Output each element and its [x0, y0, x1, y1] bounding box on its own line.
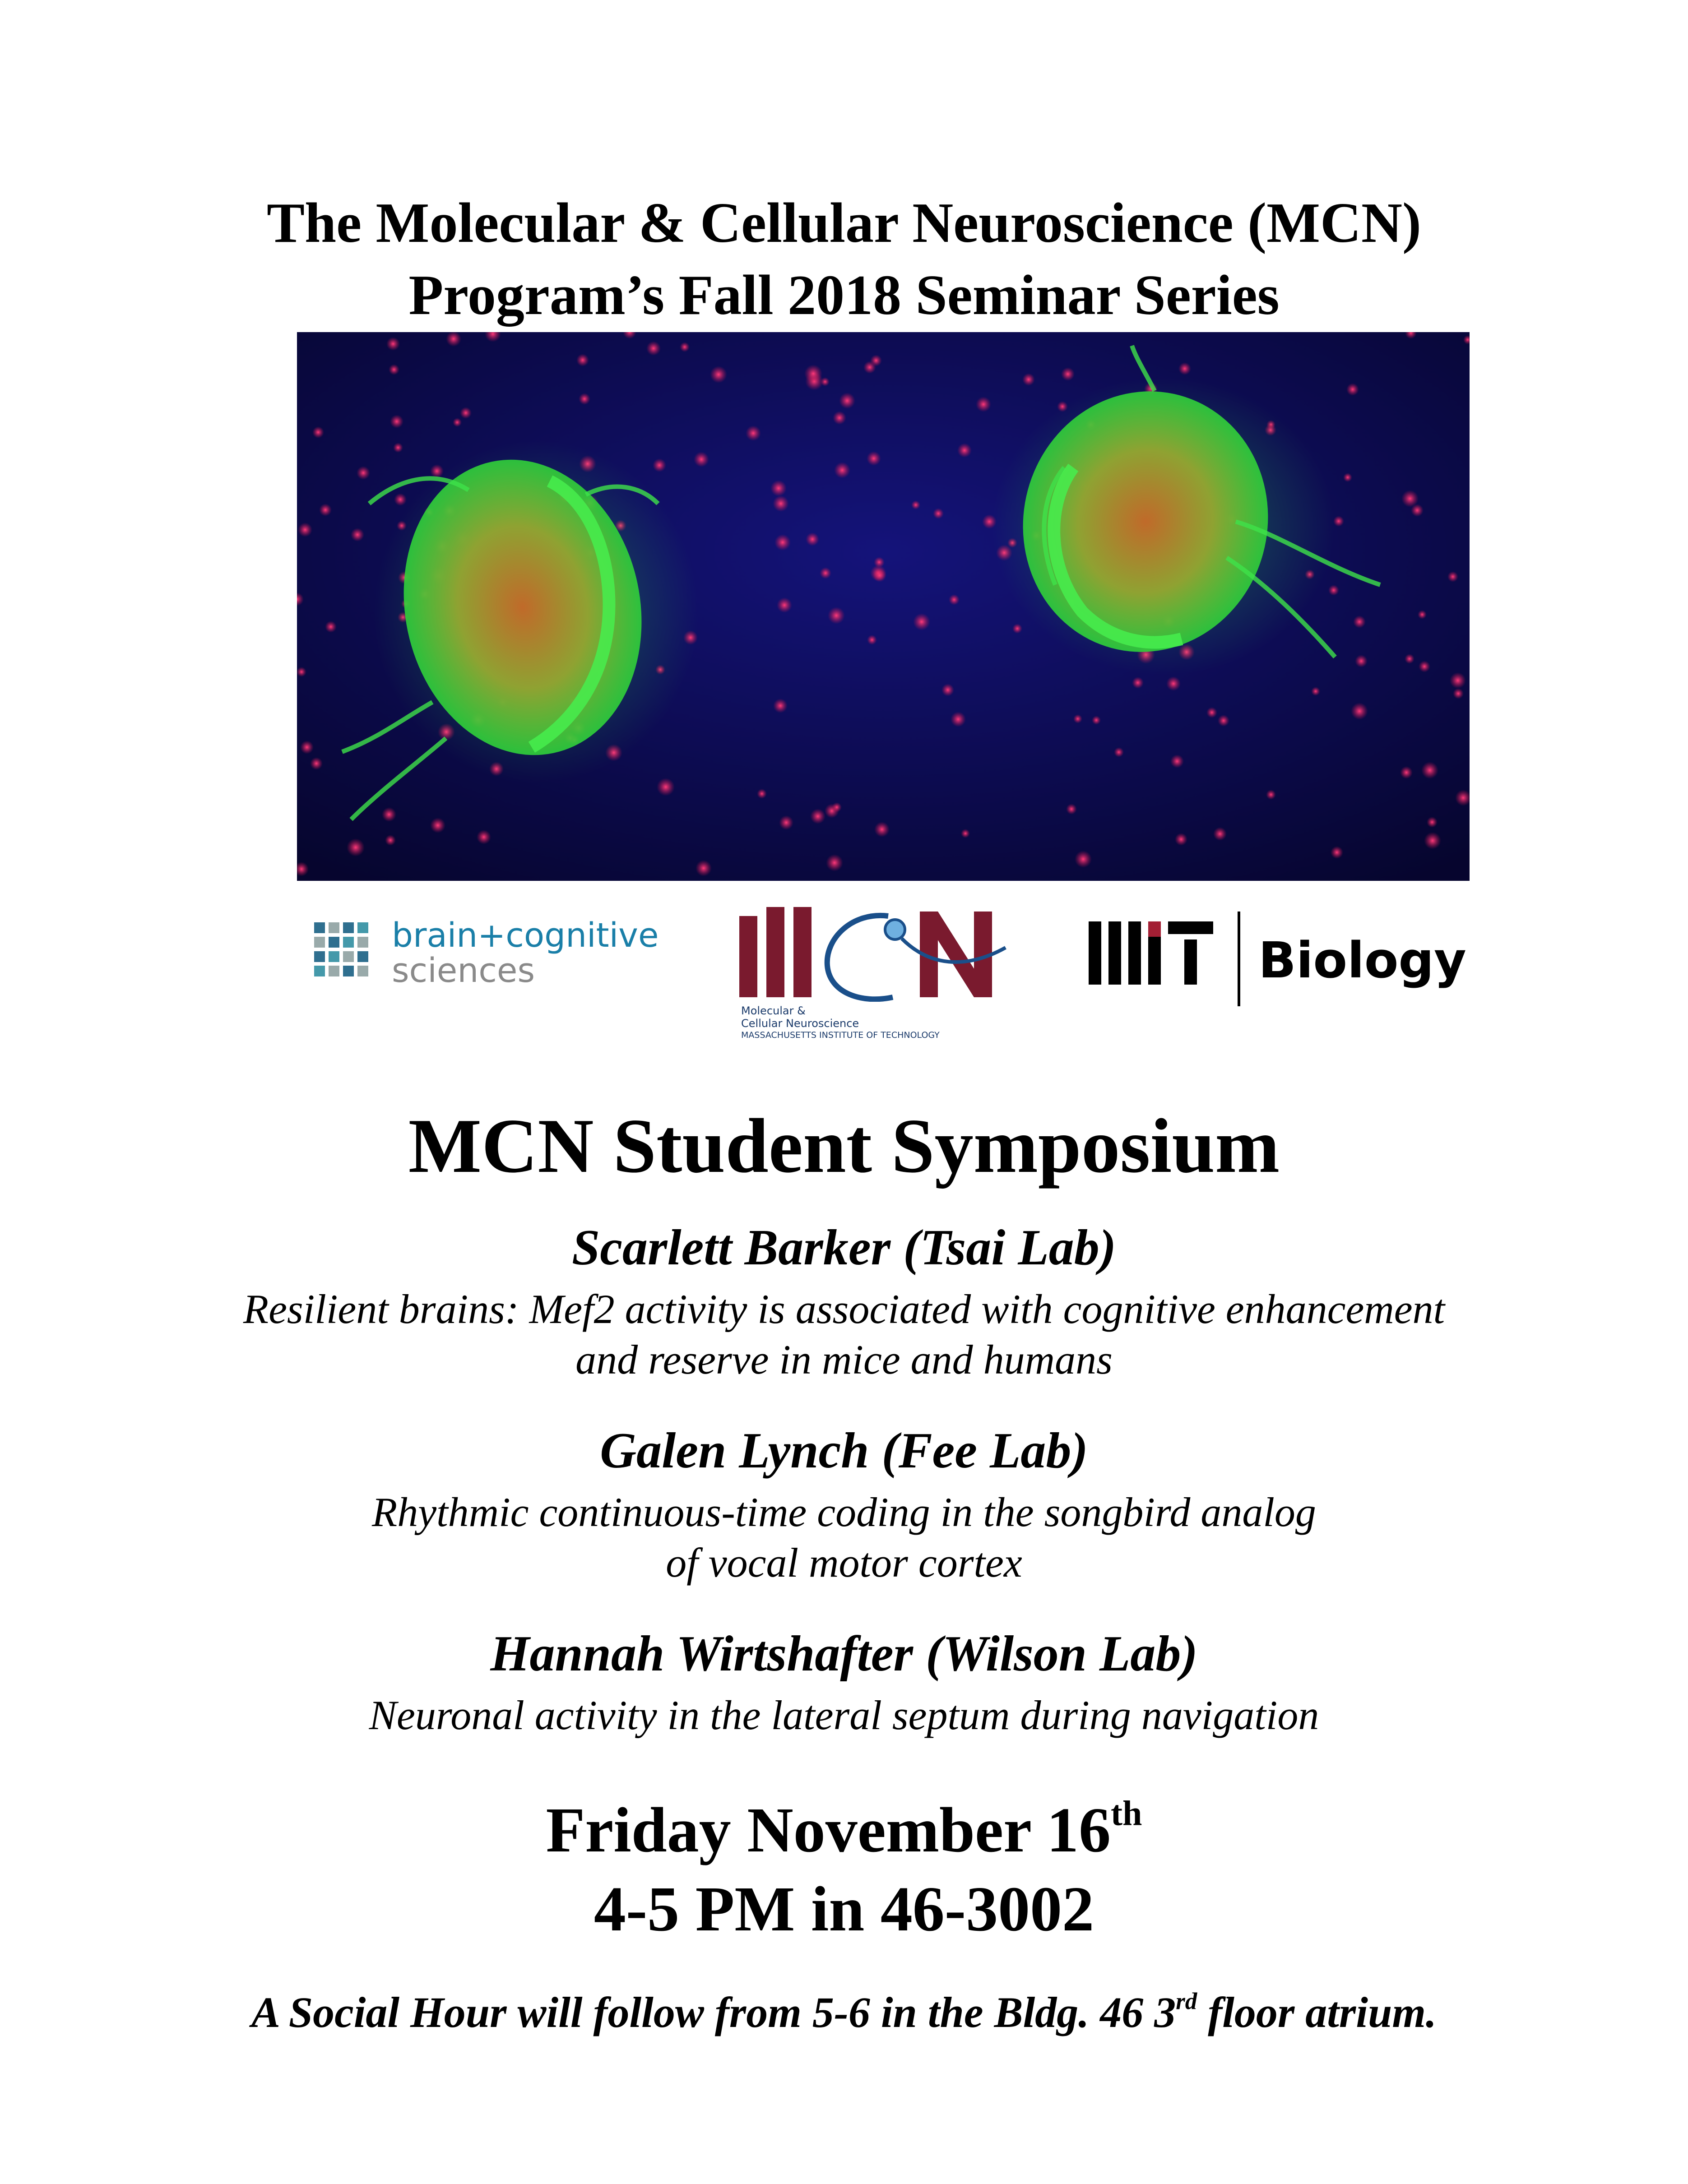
nucleus-dot	[1022, 373, 1035, 386]
nucleus-dot	[1132, 677, 1144, 689]
nucleus-dot	[579, 393, 590, 405]
logo-strip	[297, 898, 1470, 1060]
nucleus-dot	[298, 523, 312, 537]
nucleus-dot	[1421, 762, 1438, 779]
nucleus-dot	[1401, 490, 1419, 507]
nucleus-dot	[1424, 832, 1441, 849]
social-hour-text-b: floor atrium.	[1197, 1988, 1437, 2036]
nucleus-dot	[453, 418, 462, 427]
nucleus-dot	[1061, 367, 1075, 381]
nucleus-dot	[774, 534, 791, 551]
nucleus-dot	[777, 597, 792, 613]
nucleus-dot	[941, 684, 954, 696]
nucleus-dot	[1175, 833, 1187, 846]
nucleus-dot	[1400, 766, 1413, 779]
nucleus-dot	[874, 557, 885, 568]
mit-biology-word: Biology	[1258, 931, 1466, 989]
nucleus-dot	[1405, 654, 1414, 664]
nucleus-dot	[657, 778, 675, 796]
nucleus-dot	[976, 397, 991, 412]
nucleus-dot	[393, 443, 403, 453]
nucleus-dot	[832, 802, 842, 812]
nucleus-dot	[347, 838, 365, 856]
nucleus-dot	[385, 835, 396, 846]
nucleus-dot	[1012, 624, 1022, 634]
nucleus-dot	[867, 635, 877, 645]
nucleus-dot	[310, 757, 323, 770]
nucleus-dot	[913, 613, 930, 630]
nucleus-dot	[430, 818, 445, 833]
nucleus-dot	[460, 407, 472, 419]
nucleus-dot	[911, 500, 920, 509]
social-hour-sup: rd	[1176, 1988, 1197, 2015]
nucleus-dot	[779, 815, 793, 830]
nucleus-dot	[694, 452, 709, 467]
nucleus-dot	[1427, 817, 1438, 828]
nucleus-dot	[1311, 687, 1320, 696]
nucleus-dot	[770, 480, 787, 496]
nucleus-dot	[386, 337, 400, 351]
nucleus-dot	[394, 493, 407, 506]
mcn-sub-2: Cellular Neuroscience	[741, 1017, 859, 1030]
nucleus-dot	[646, 341, 661, 356]
nucleus-dot	[1066, 804, 1077, 814]
event-date-main: Friday November 16	[546, 1794, 1111, 1865]
social-hour-text-a: A Social Hour will follow from 5-6 in the Bldg. 46 3	[251, 1988, 1176, 2036]
speaker-3-talk-line-1: Neuronal activity in the lateral septum during navigation	[369, 1692, 1319, 1738]
nucleus-dot	[863, 361, 876, 374]
nucleus-dot	[390, 415, 403, 428]
nucleus-dot	[961, 829, 970, 838]
nucleus-dot	[951, 712, 966, 727]
nucleus-dot	[826, 854, 843, 871]
speaker-2-name: Galen Lynch (Fee Lab)	[600, 1423, 1088, 1479]
social-hour-note	[0, 1985, 1688, 2040]
symposium-title: MCN Student Symposium	[408, 1103, 1280, 1189]
nucleus-dot	[382, 807, 396, 822]
speaker-1-name: Scarlett Barker (Tsai Lab)	[571, 1220, 1117, 1276]
nucleus-dot	[1114, 747, 1124, 757]
nucleus-dot	[1166, 676, 1181, 691]
nucleus-dot	[1328, 585, 1339, 596]
nucleus-dot	[828, 607, 845, 624]
bcs-line-1: brain+cognitive	[392, 916, 659, 955]
nucleus-dot	[1266, 790, 1276, 800]
nucleus-dot	[319, 504, 332, 516]
nucleus-dot	[653, 458, 666, 472]
nucleus-dot	[477, 830, 491, 844]
nucleus-dot	[680, 342, 690, 352]
nucleus-dot	[873, 569, 886, 582]
nucleus-dot	[839, 393, 855, 409]
nucleus-dot	[874, 822, 890, 837]
bcs-logo	[314, 916, 675, 997]
speaker-2-talk-line-1: Rhythmic continuous-time coding in the songbird analog	[372, 1489, 1316, 1535]
nucleus-dot	[1355, 655, 1368, 667]
nucleus-dot	[1092, 716, 1101, 725]
logo-divider	[1238, 912, 1240, 1006]
mcn-sub-1: Molecular &	[741, 1004, 806, 1017]
nucleus-dot	[1343, 473, 1352, 482]
mcn-logo	[739, 898, 1019, 1047]
event-date	[0, 1791, 1688, 1868]
bcs-grid-icon	[314, 922, 377, 986]
nucleus-dot	[810, 809, 825, 824]
nucleus-dot	[1073, 714, 1082, 723]
nucleus-dot	[773, 699, 788, 713]
nucleus-dot	[773, 495, 789, 512]
nucleus-dot	[1331, 846, 1343, 859]
nucleus-dot	[834, 462, 850, 478]
header-line-1: The Molecular & Cellular Neuroscience (MCN)	[267, 192, 1421, 254]
nucleus-dot	[820, 567, 831, 579]
nucleus-dot	[576, 354, 589, 366]
nucleus-dot	[804, 365, 822, 383]
nucleus-dot	[806, 532, 819, 546]
nucleus-dot	[696, 860, 712, 876]
nucleus-dot	[1170, 754, 1184, 768]
nucleus-dot	[297, 667, 306, 677]
nucleus-dot	[710, 366, 727, 383]
microscopy-image	[297, 332, 1470, 881]
nucleus-dot	[300, 740, 314, 754]
speaker-2-talk-line-2: of vocal motor cortex	[666, 1540, 1022, 1586]
nucleus-dot	[1453, 688, 1464, 699]
nucleus-dot	[1351, 703, 1368, 720]
nucleus-dot	[1178, 362, 1191, 375]
nucleus-dot	[357, 466, 370, 480]
mcn-neuron-icon	[739, 898, 1010, 1002]
header-line-2: Program’s Fall 2018 Seminar Series	[408, 264, 1280, 327]
nucleus-dot	[389, 364, 399, 375]
nucleus-dot	[1419, 661, 1430, 672]
mit-wordmark-icon	[1089, 921, 1215, 989]
nucleus-dot	[867, 451, 881, 466]
nucleus-dot	[1450, 672, 1466, 689]
nucleus-dot	[1075, 851, 1092, 868]
nucleus-dot	[325, 621, 337, 633]
event-time-place: 4-5 PM in 46-3002	[594, 1873, 1094, 1944]
event-date-suffix: th	[1111, 1793, 1142, 1833]
speaker-1-talk-line-2: and reserve in mice and humans	[575, 1337, 1113, 1383]
nucleus-dot	[1418, 610, 1427, 619]
mcn-sub-3: MASSACHUSETTS INSTITUTE OF TECHNOLOGY	[741, 1030, 940, 1040]
nucleus-dot	[1213, 827, 1227, 841]
nucleus-dot	[1346, 383, 1359, 396]
nucleus-dot	[957, 443, 972, 458]
nucleus-dot	[1353, 615, 1366, 628]
nucleus-dot	[833, 411, 846, 425]
nucleus-dot	[1447, 571, 1458, 582]
nucleus-dot	[933, 508, 944, 519]
mit-biology-logo	[1089, 912, 1466, 1011]
nucleus-dot	[351, 528, 364, 541]
nucleus-dot	[746, 426, 761, 441]
nucleus-dot	[949, 594, 960, 605]
nucleus-dot	[1218, 715, 1229, 726]
speaker-3-name: Hannah Wirtshafter (Wilson Lab)	[490, 1626, 1198, 1682]
nucleus-dot	[757, 789, 767, 799]
nucleus-dot	[1206, 707, 1217, 718]
nucleus-dot	[312, 426, 324, 438]
bcs-line-2: sciences	[392, 951, 535, 990]
speaker-1-talk-line-1: Resilient brains: Mef2 activity is associated with cognitive enhancement	[243, 1286, 1445, 1332]
